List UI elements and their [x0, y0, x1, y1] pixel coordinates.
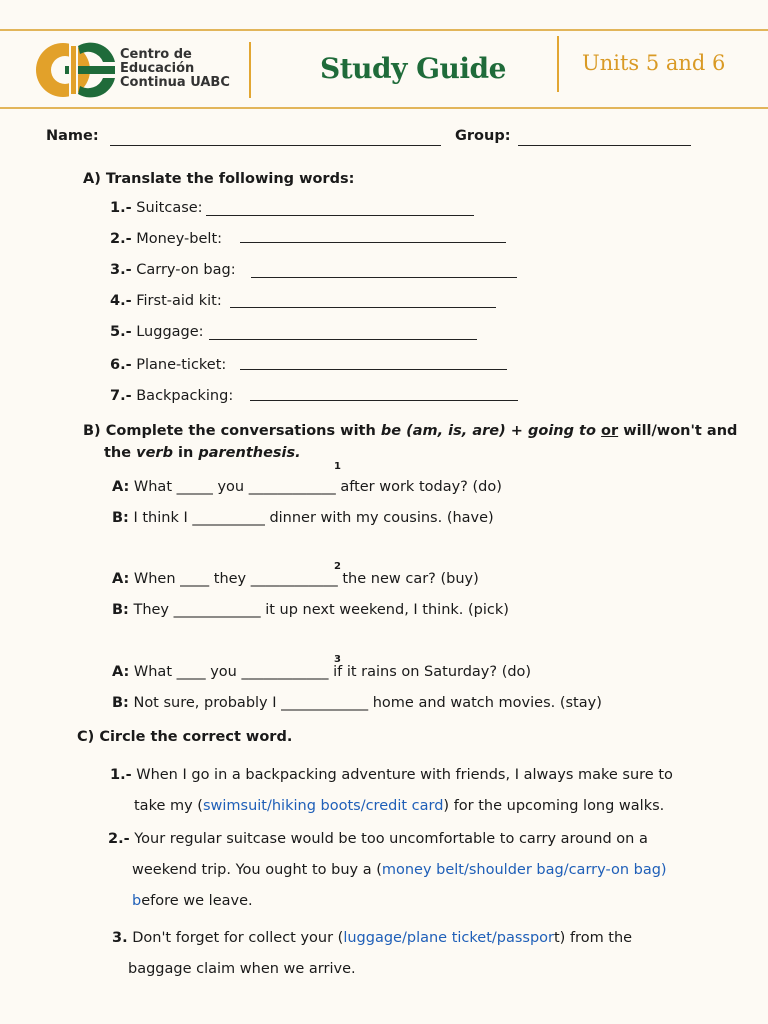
cec-uabc-logo — [33, 40, 118, 100]
section-b-heading: B) Complete the conversations with be (am, is, are) + going to or will/won't and — [83, 423, 738, 439]
conversation-number: 3 — [334, 654, 341, 665]
header-border — [0, 107, 768, 109]
name-field[interactable] — [110, 145, 441, 146]
question-line: baggage claim when we arrive. — [128, 961, 356, 977]
answer-line[interactable] — [206, 215, 474, 216]
answer-line[interactable] — [230, 307, 496, 308]
list-item: 3.- Carry-on bag: — [110, 262, 236, 278]
list-item: 6.- Plane-ticket: — [110, 357, 227, 373]
header-divider — [557, 36, 559, 92]
conversation-line: B: They ____________ it up next weekend, I think. (pick) — [112, 602, 509, 618]
answer-line[interactable] — [250, 400, 518, 401]
list-item: 1.- Suitcase: — [110, 200, 203, 216]
conversation-line: B: I think I __________ dinner with my cousins. (have) — [112, 510, 494, 526]
list-item: 4.- First-aid kit: — [110, 293, 222, 309]
answer-line[interactable] — [251, 277, 517, 278]
conversation-line: A: What ____ you ____________ if it rains on Saturday? (do) — [112, 664, 532, 680]
header-divider — [249, 42, 251, 98]
question-line: 2.- Your regular suitcase would be too uncomfortable to carry around on a — [108, 831, 648, 847]
answer-line[interactable] — [240, 369, 507, 370]
page-title: Study Guide — [320, 52, 506, 85]
answer-line[interactable] — [209, 339, 477, 340]
conversation-number: 2 — [334, 561, 341, 572]
answer-line[interactable] — [240, 242, 506, 243]
question-line: 1.- When I go in a backpacking adventure with friends, I always make sure to — [110, 767, 673, 783]
list-item: 5.- Luggage: — [110, 324, 204, 340]
conversation-number: 1 — [334, 461, 341, 472]
list-item: 7.- Backpacking: — [110, 388, 234, 404]
answer-options[interactable]: luggage/plane ticket/passpor — [343, 930, 554, 946]
question-line: 3. Don't forget for collect your (luggage/plane ticket/passport) from the — [112, 930, 633, 946]
question-line: before we leave. — [132, 893, 253, 909]
name-label: Name: — [46, 128, 99, 144]
conversation-line: B: Not sure, probably I ____________ home and watch movies. (stay) — [112, 695, 602, 711]
org-name: Centro de Educación Continua UABC — [120, 47, 230, 90]
top-border — [0, 29, 768, 31]
group-label: Group: — [455, 128, 511, 144]
answer-options[interactable]: money belt/shoulder bag/carry-on bag) — [381, 862, 667, 878]
question-line: take my (swimsuit/hiking boots/credit card) for the upcoming long walks. — [134, 798, 665, 814]
conversation-line: A: What _____ you ____________ after work today? (do) — [112, 479, 502, 495]
conversation-line: A: When ____ they ____________ the new car? (buy) — [112, 571, 479, 587]
section-a-heading: A) Translate the following words: — [83, 171, 355, 187]
question-line: weekend trip. You ought to buy a (money belt/shoulder bag/carry-on bag) — [132, 862, 667, 878]
list-item: 2.- Money-belt: — [110, 231, 223, 247]
section-b-heading-cont: the verb in parenthesis. — [104, 445, 301, 461]
answer-options[interactable]: swimsuit/hiking boots/credit card — [202, 798, 444, 814]
units-label: Units 5 and 6 — [582, 51, 726, 75]
section-c-heading: C) Circle the correct word. — [77, 729, 293, 745]
group-field[interactable] — [518, 145, 691, 146]
